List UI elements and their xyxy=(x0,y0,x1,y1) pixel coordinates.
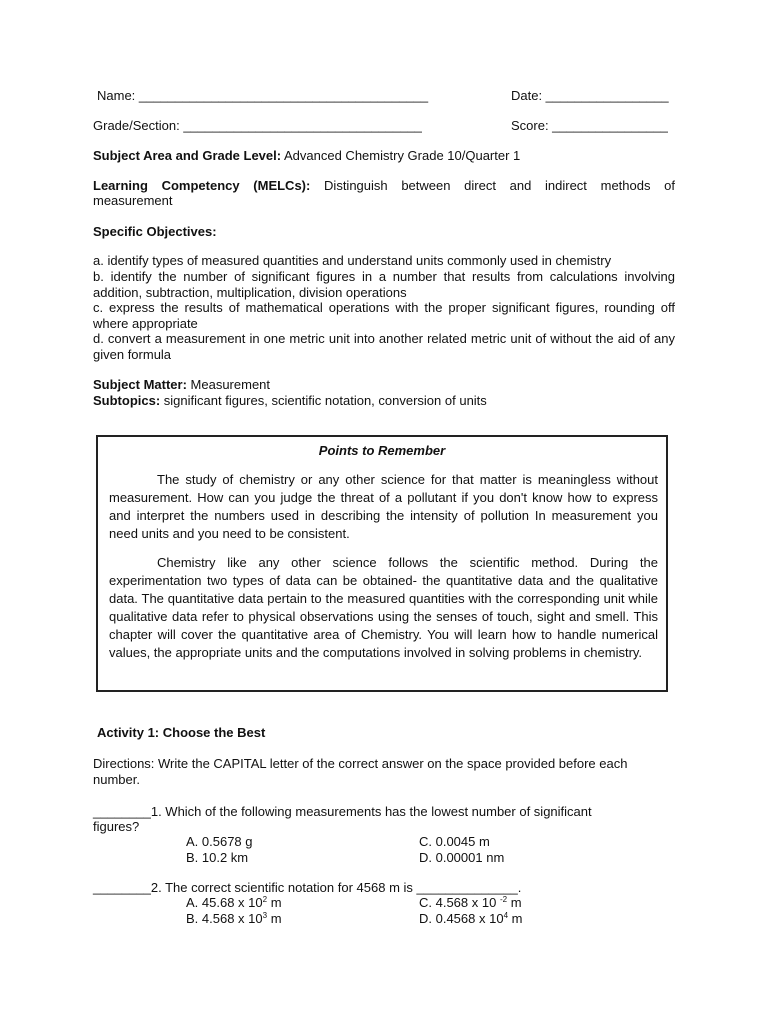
competency-value-line1: Distinguish between direct and indirect methods of xyxy=(324,178,675,193)
subject-matter: Subject Matter: Measurement xyxy=(93,377,271,392)
points-to-remember-box xyxy=(96,435,668,692)
activity-title: Activity 1: Choose the Best xyxy=(97,725,266,740)
answer-blank-1[interactable]: ________ xyxy=(93,804,151,819)
subject-area-value: Advanced Chemistry Grade 10/Quarter 1 xyxy=(284,148,521,163)
activity-directions: Directions: Write the CAPITAL letter of the correct answer on the space provided before each number. xyxy=(93,756,628,787)
q1-option-d: D. 0.00001 nm xyxy=(419,850,505,865)
points-paragraph-2: Chemistry like any other science follows the scientific method. During the experimentation two types of data can be obtained- the quantitative data and the qualitative data. The quantitative data pertain to the measured quantities with the corresponding unit while qualitative data refer to physical observations using the senses of touch, sight and smell. This chapter will cover the quantitative area of Chemistry. You will learn how to handle numerical values, the appropriate units and the computations involved in solving problems in chemistry. xyxy=(109,555,658,660)
subtopics: Subtopics: significant figures, scientific notation, conversion of units xyxy=(93,393,487,408)
grade-section-field[interactable]: Grade/Section: _________________________________ xyxy=(93,118,422,133)
question-2-text: 2. The correct scientific notation for 4568 m is ______________. xyxy=(150,880,522,895)
question-1-text-line2: figures? xyxy=(93,819,140,834)
name-field[interactable]: Name: ________________________________________ xyxy=(97,88,429,103)
q2-option-d: D. 0.4568 x $10^4$ m xyxy=(419,911,523,926)
competency-label: Learning Competency (MELCs): xyxy=(93,178,311,193)
competency-value-line2: measurement xyxy=(93,193,173,208)
q1-option-c: C. 0.0045 m xyxy=(419,834,490,849)
answer-blank-2[interactable]: ________ xyxy=(93,880,151,895)
q2-option-a: A. 45.68 x $10^2$ m xyxy=(186,895,282,910)
score-field[interactable]: Score: ________________ xyxy=(511,118,668,133)
q2-option-c: C. 4.568 x 10 $^{-2}$ m xyxy=(419,895,522,910)
objective-a: a. identify types of measured quantities and understand units commonly used in chemistry xyxy=(93,253,612,268)
question-1 xyxy=(93,804,592,819)
objective-b: b. identify the number of significant figures in a number that results from calculations involving addition, subtraction, multiplication, division operations xyxy=(93,269,675,300)
objective-d: d. convert a measurement in one metric unit into another related metric unit of without the aid of any given formula xyxy=(93,331,675,362)
points-paragraph-1: The study of chemistry or any other science for that matter is meaningless without measurement. How can you judge the threat of a pollutant if you don't know how to express and interpret the numbers used in describing the intensity of pollution In measurement you need units and you need to be consistent. xyxy=(109,472,658,541)
points-to-remember-title: Points to Remember xyxy=(318,443,446,458)
question-1-text: 1. Which of the following measurements has the lowest number of significant xyxy=(150,804,592,819)
q1-option-a: A. 0.5678 g xyxy=(186,834,253,849)
question-2 xyxy=(93,880,521,895)
date-field[interactable]: Date: _________________ xyxy=(511,88,669,103)
subject-area xyxy=(93,148,520,163)
objectives-heading: Specific Objectives: xyxy=(93,224,217,239)
competency xyxy=(93,178,675,193)
q2-option-b: B. 4.568 x $10^3$ m xyxy=(186,911,282,926)
q1-option-b: B. 10.2 km xyxy=(186,850,249,865)
objective-c: c. express the results of mathematical operations with the proper significant figures, rounding off where appropriate xyxy=(93,300,675,331)
subject-area-label: Subject Area and Grade Level: xyxy=(93,148,282,163)
